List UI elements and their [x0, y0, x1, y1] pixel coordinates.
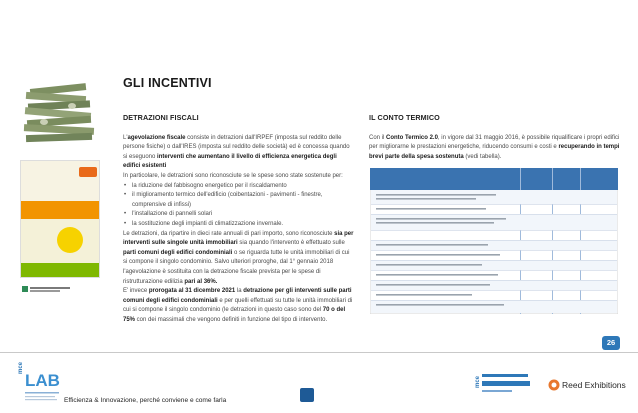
list-item: • la riduzione del fabbisogno energetico per il riscaldamento [123, 182, 355, 192]
bold-text: parti comuni degli edifici condominiali [123, 249, 233, 256]
bold-text: interventi che aumentano il livello di efficienza energetica degli edifici esistenti [123, 153, 337, 170]
list-item: • la sostituzione degli impianti di climatizzazione invernale. [123, 220, 355, 230]
text-segment: la [235, 288, 244, 295]
bold-text: recuperando in tempi brevi parte della spesa sostenuta [369, 144, 620, 160]
bold-text: Conto Termico 2.0 [386, 134, 438, 141]
bold-text: pari al 36%. [184, 278, 218, 285]
detrazioni-proroga [123, 287, 355, 325]
text-segment: consiste in detrazioni dall'IRPEF (imposta sul reddito delle persone fisiche) o dall'IRES (imposta sul reddito delle società) ed è concessa quando si eseguono [123, 134, 350, 160]
footer-divider [0, 352, 638, 353]
text-segment: con dei massimali che vengono definiti in funzione del tipo di intervento. [135, 316, 328, 323]
text-segment: L' [123, 134, 128, 141]
money-stack-image [20, 82, 100, 148]
detrazioni-column [123, 113, 355, 325]
page-number-badge: 26 [602, 336, 620, 350]
bold-text: prorogata al 31 dicembre 2021 [148, 288, 236, 295]
text-segment: Con il [369, 134, 387, 141]
svg-text:LAB: LAB [25, 371, 60, 390]
detrazioni-intro [123, 134, 355, 172]
text-segment: Le detrazioni, da ripartire in dieci rate annuali di pari importo, sono riconosciute [123, 230, 335, 237]
text-segment: sia quando l'intervento è effettuato sulle [237, 240, 345, 247]
detrazioni-heading: DETRAZIONI FISCALI [123, 113, 199, 122]
incentive-table-image [370, 168, 618, 314]
conto-termico-intro [369, 134, 621, 163]
bold-text: detrazione per gli interventi sulle parti comuni degli edifici condominiali [123, 288, 352, 304]
booklet-cover-image [20, 160, 100, 278]
conto-termico-heading: IL CONTO TERMICO [369, 113, 440, 122]
detrazioni-lead: In particolare, le detrazioni sono riconosciute se le spese sono state sostenute per: [123, 172, 343, 179]
conto-termico-column [369, 113, 621, 162]
partner-logo [20, 283, 100, 295]
left-image-strip [0, 0, 108, 352]
footer-tagline: Efficienza & Innovazione, perché conviene e come farla [64, 397, 227, 404]
list-item: • l'installazione di pannelli solari [123, 210, 355, 220]
text-segment: o se riguarda tutte le unità immobiliari di cui si compone il singolo condominio. Salvo ulteriori proroghe, dal 1° gennaio 2018 l'agevolazione è sostituita con la detrazione fiscale prevista per le spese di ristrutturazione edilizia [123, 249, 350, 285]
mce-lab-logo [16, 356, 62, 408]
footer-icon [300, 388, 314, 402]
list-item: • il miglioramento termico dell'edificio (coibentazioni - pavimenti - finestre, comprensive di infissi) [123, 191, 355, 210]
bold-text: 70 o del 75% [123, 307, 346, 323]
text-segment: E' invece [123, 288, 149, 295]
detrazioni-bullets [123, 182, 355, 230]
bold-text: agevolazione fiscale [127, 134, 186, 141]
bold-text: sia per interventi sulle singole unità immobiliari [123, 230, 354, 247]
page-title: GLI INCENTIVI [123, 76, 212, 90]
text-segment: e per quelli effettuati su tutte le unità immobiliari di cui si compone il singolo condominio (le detrazioni in questo caso sono del [123, 297, 353, 314]
mce-expocomfort-logo [470, 370, 534, 398]
text-segment: (vedi tabella). [463, 153, 502, 160]
text-segment: , in vigore dal 31 maggio 2016, è possibile riqualificare i propri edifici per migliorarne le prestazioni energetiche, riducendo consumi e costi e [369, 134, 620, 151]
svg-text:mce: mce [18, 361, 24, 374]
svg-text:mce: mce [475, 375, 481, 388]
detrazioni-rate [123, 230, 355, 288]
reed-label: Reed Exhibitions [562, 380, 626, 390]
reed-exhibitions-logo [547, 375, 627, 395]
